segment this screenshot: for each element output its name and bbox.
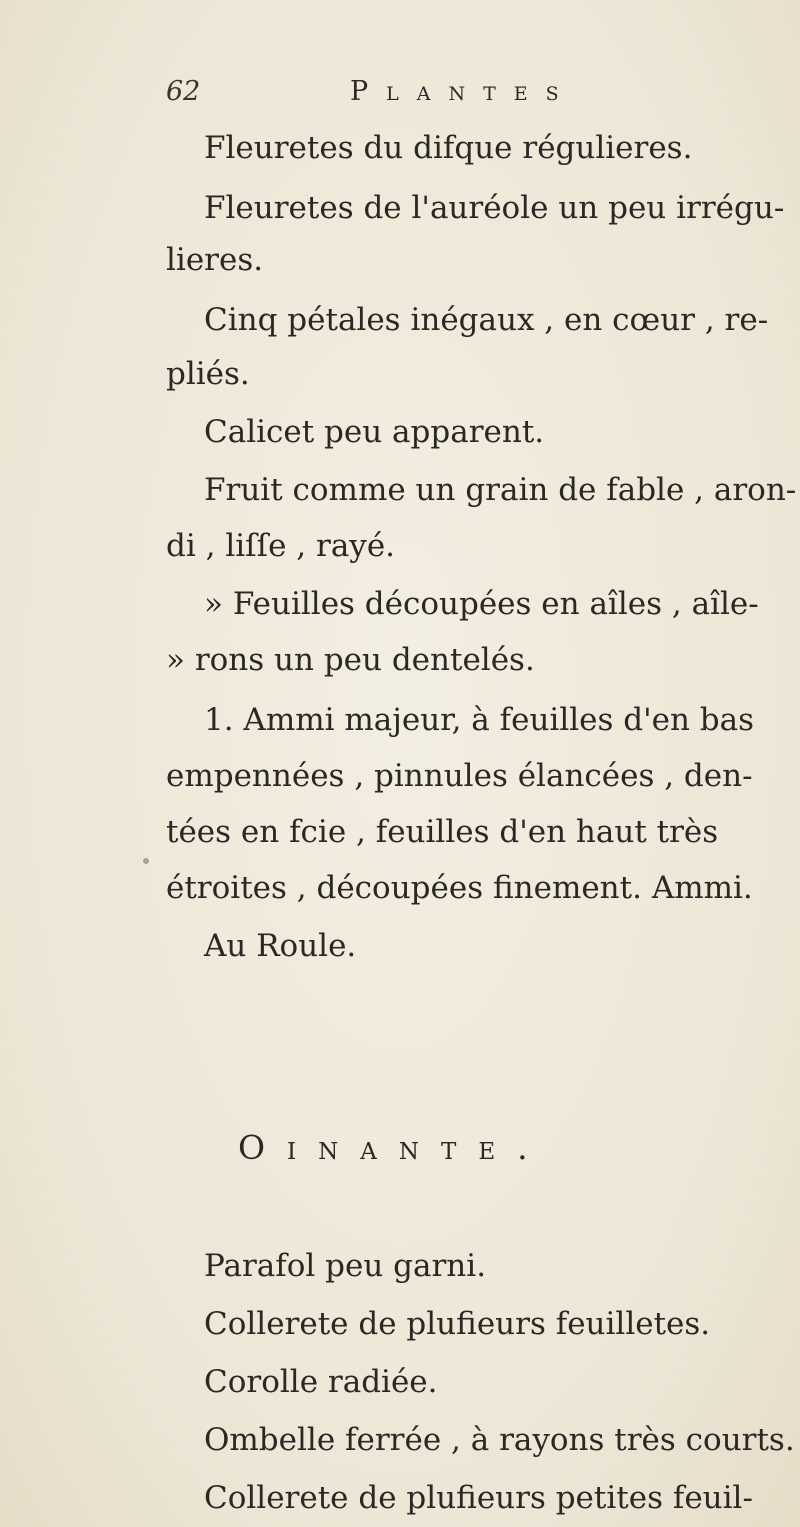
text-line: Corolle radiée. [204,1364,438,1400]
text-line: 1. Ammi majeur, à feuilles d'en bas [204,702,755,738]
text-line: Collerete de plufieurs feuilletes. [204,1306,711,1342]
text-line: di , liſſe , rayé. [166,528,396,564]
text-line: étroites , découpées finement. Ammi. [166,870,753,906]
text-line: Calicet peu apparent. [204,414,545,450]
text-line: Ombelle ferrée , à rayons très courts. [204,1422,795,1458]
text-line: Parafol peu garni. [204,1248,487,1284]
text-line: lieres. [166,242,264,278]
text-line: pliés. [166,356,250,392]
text-line: Fruit comme un grain de fable , aron- [204,472,797,508]
text-line: » rons un peu dentelés. [166,642,535,678]
running-title: Plantes [350,76,577,107]
text-line: Fleuretes du difque régulieres. [204,130,693,166]
page-number: 62 [166,76,201,107]
text-line: Cinq pétales inégaux , en cœur , re- [204,302,769,338]
text-line: empennées , pinnules élancées , den- [166,758,753,794]
section-title: Oinante. [238,1128,550,1167]
text-line: tées en fcie , feuilles d'en haut très [166,814,719,850]
text-line: Au Roule. [204,928,357,964]
text-line: » Feuilles découpées en aîles , aîle- [204,586,759,622]
page-header [166,76,606,116]
text-line: Collerete de plufieurs petites feuil- [204,1480,753,1516]
paper-speck [143,858,149,864]
text-line: Fleuretes de l'auréole un peu irrégu- [204,190,785,226]
